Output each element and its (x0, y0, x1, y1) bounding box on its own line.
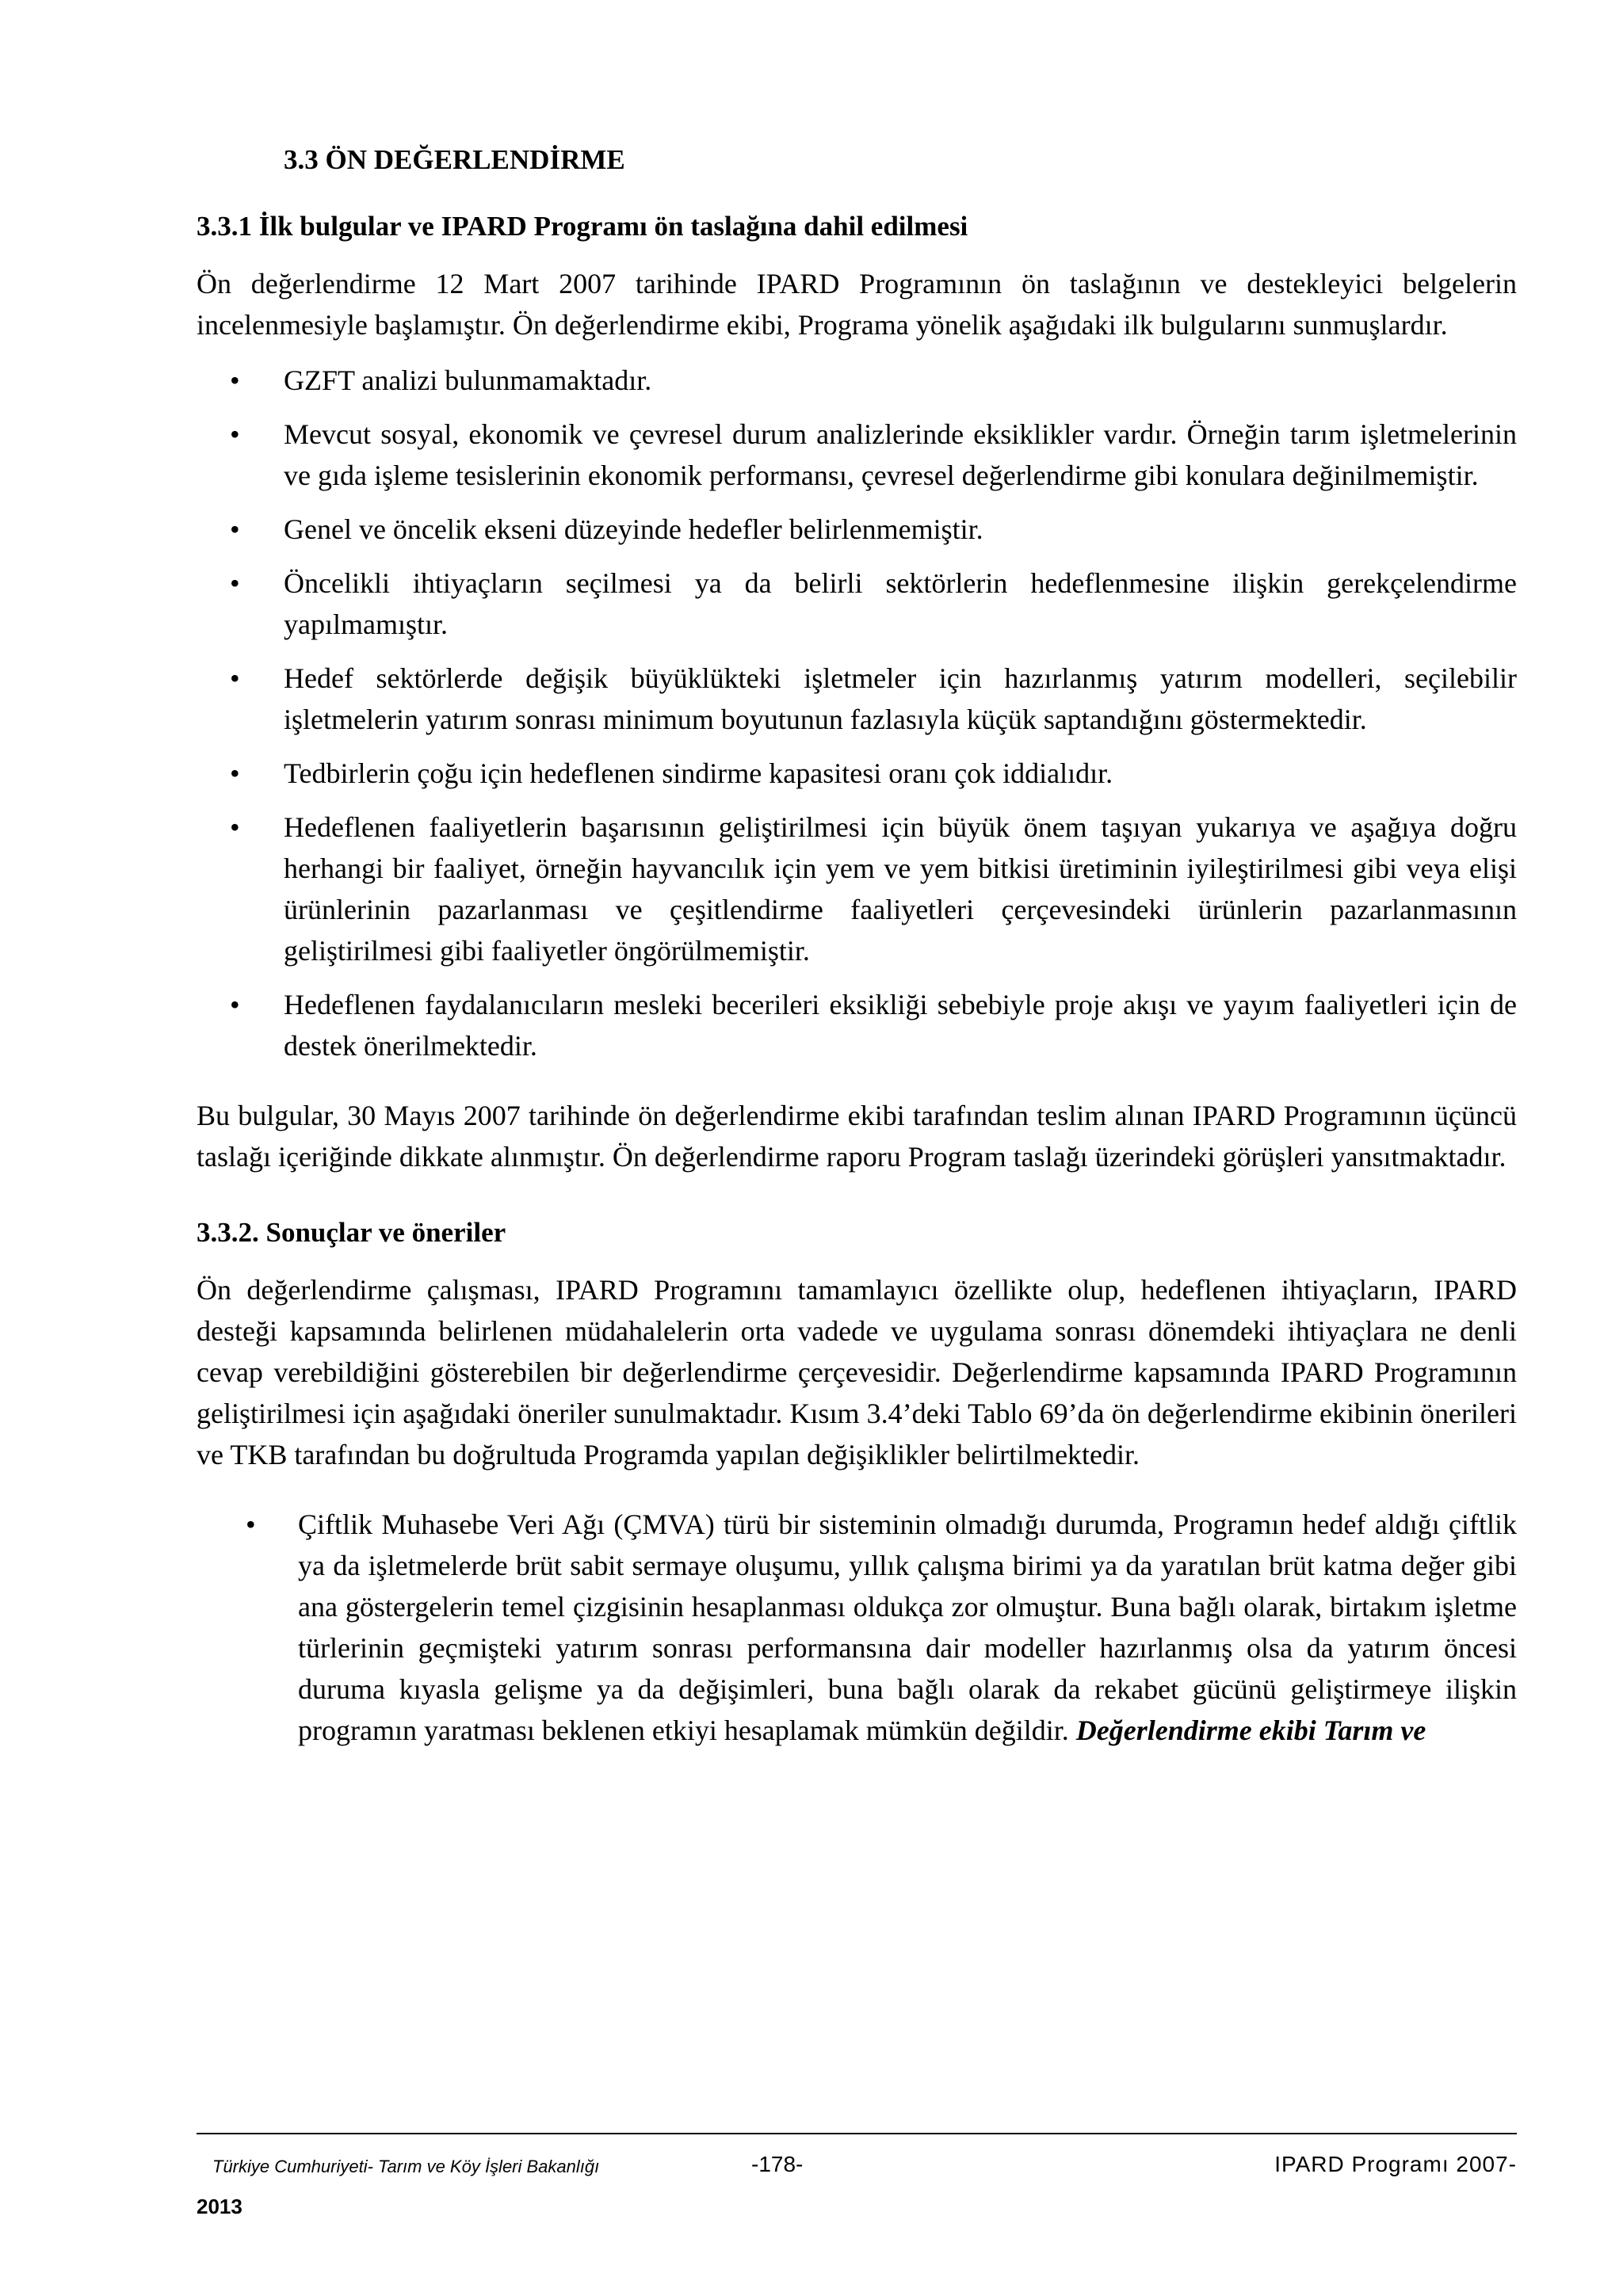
list-item: • Genel ve öncelik ekseni düzeyinde hedefler belirlenmemiştir. (197, 509, 1517, 550)
page-number: -178- (751, 2152, 804, 2176)
findings-bullet-list (197, 360, 1517, 1066)
results-bullet-list (197, 1504, 1517, 1751)
section-heading: 3.3 ÖN DEĞERLENDİRME (284, 144, 625, 175)
bullet-icon: • (230, 364, 240, 396)
footer-ministry: Türkiye Cumhuriyeti- Tarım ve Köy İşleri Bakanlığı (212, 2157, 600, 2176)
findings-intro-paragraph: Ön değerlendirme 12 Mart 2007 tarihinde IPARD Programının ön taslağının ve destekleyici belgelerin incelenmesiyle başlamıştır. Ön değerlendirme ekibi, Programa yönelik aşağıdaki ilk bulgularını sunmuşlardır. (197, 268, 1517, 341)
bullet-icon: • (230, 989, 240, 1020)
list-item: • Tedbirlerin çoğu için hedeflenen sindirme kapasitesi oranı çok iddialıdır. (197, 753, 1517, 794)
bullet-icon: • (230, 513, 240, 545)
emphasis-text: Değerlendirme ekibi Tarım ve (1075, 1714, 1426, 1746)
list-item: • Öncelikli ihtiyaçların seçilmesi ya da belirli sektörlerin hedeflenmesine ilişkin gerekçelendirme yapılmamıştır. (197, 563, 1517, 645)
bullet-icon: • (230, 567, 240, 599)
footer-year: 2013 (197, 2195, 242, 2218)
list-item: • Çiftlik Muhasebe Veri Ağı (ÇMVA) türü bir sisteminin olmadığı durumda, Programın hedef aldığı çiftlik ya da işletmelerde brüt sabit sermaye oluşumu, yıllık çalışma birimi ya da yaratılan brüt katma değer gibi ana göstergelerin temel çizgisinin hesaplanması oldukça zor olmuştur. Buna bağlı olarak, birtakım işletme türlerinin geçmişteki yatırım sonrası performansına dair modeller hazırlanmış olsa da yatırım öncesi duruma kıyasla gelişme ya da değişimleri, buna bağlı olarak da rekabet gücünü geliştirmeye ilişkin programın yaratması beklenen etkiyi hesaplamak mümkün değildir. Değerlendirme ekibi Tarım ve (197, 1504, 1517, 1751)
list-item: • Hedeflenen faydalanıcıların mesleki becerileri eksikliği sebebiyle proje akışı ve yayım faaliyetleri için de destek önerilmektedir. (197, 984, 1517, 1066)
bullet-icon: • (230, 811, 240, 843)
bullet-icon: • (230, 418, 240, 450)
list-item: • GZFT analizi bulunmamaktadır. (197, 360, 1517, 401)
bullet-icon: • (246, 1508, 256, 1540)
findings-closing-paragraph: Bu bulgular, 30 Mayıs 2007 tarihinde ön değerlendirme ekibi tarafından teslim alınan IPARD Programının üçüncü taslağı içeriğinde dikkate alınmıştır. Ön değerlendirme raporu Program taslağı üzerindeki görüşleri yansıtmaktadır. (197, 1100, 1517, 1173)
subsection-heading-results: 3.3.2. Sonuçlar ve öneriler (197, 1217, 506, 1248)
list-item: • Hedeflenen faaliyetlerin başarısının geliştirilmesi için büyük önem taşıyan yukarıya ve aşağıya doğru herhangi bir faaliyet, örneğin hayvancılık için yem ve yem bitkisi üretiminin iyileştirilmesi gibi veya elişi ürünlerinin pazarlanması ve çeşitlendirme faaliyetleri çerçevesindeki ürünlerin pazarlanmasının geliştirilmesi gibi faaliyetler öngörülmemiştir. (197, 807, 1517, 971)
list-item: • Mevcut sosyal, ekonomik ve çevresel durum analizlerinde eksiklikler vardır. Örneğin tarım işletmelerinin ve gıda işleme tesislerinin ekonomik performansı, çevresel değerlendirme gibi konulara değinilmemiştir. (197, 414, 1517, 496)
page-footer (197, 2139, 1517, 2218)
subsection-heading-findings: 3.3.1 İlk bulgular ve IPARD Programı ön taslağına dahil edilmesi (197, 211, 968, 242)
bullet-icon: • (230, 757, 240, 789)
footer-program: IPARD Programı 2007- (1274, 2152, 1517, 2176)
bullet-icon: • (230, 662, 240, 694)
footer-divider (197, 2133, 1517, 2134)
list-item: • Hedef sektörlerde değişik büyüklükteki işletmeler için hazırlanmış yatırım modelleri, seçilebilir işletmelerin yatırım sonrası minimum boyutunun fazlasıyla küçük saptandığını göstermektedir. (197, 658, 1517, 740)
document-page (197, 119, 1517, 1751)
results-intro-paragraph: Ön değerlendirme çalışması, IPARD Programını tamamlayıcı özellikte olup, hedeflenen ihtiyaçların, IPARD desteği kapsamında belirlenen müdahalelerin orta vadede ve uygulama sonrası dönemdeki ihtiyaçlara ne denli cevap verebildiğini gösterebilen bir değerlendirme çerçevesidir. Değerlendirme kapsamında IPARD Programının geliştirilmesi için aşağıdaki öneriler sunulmaktadır. Kısım 3.4’deki Tablo 69’da ön değerlendirme ekibinin önerileri ve TKB tarafından bu doğrultuda Programda yapılan değişiklikler belirtilmektedir. (197, 1274, 1517, 1470)
